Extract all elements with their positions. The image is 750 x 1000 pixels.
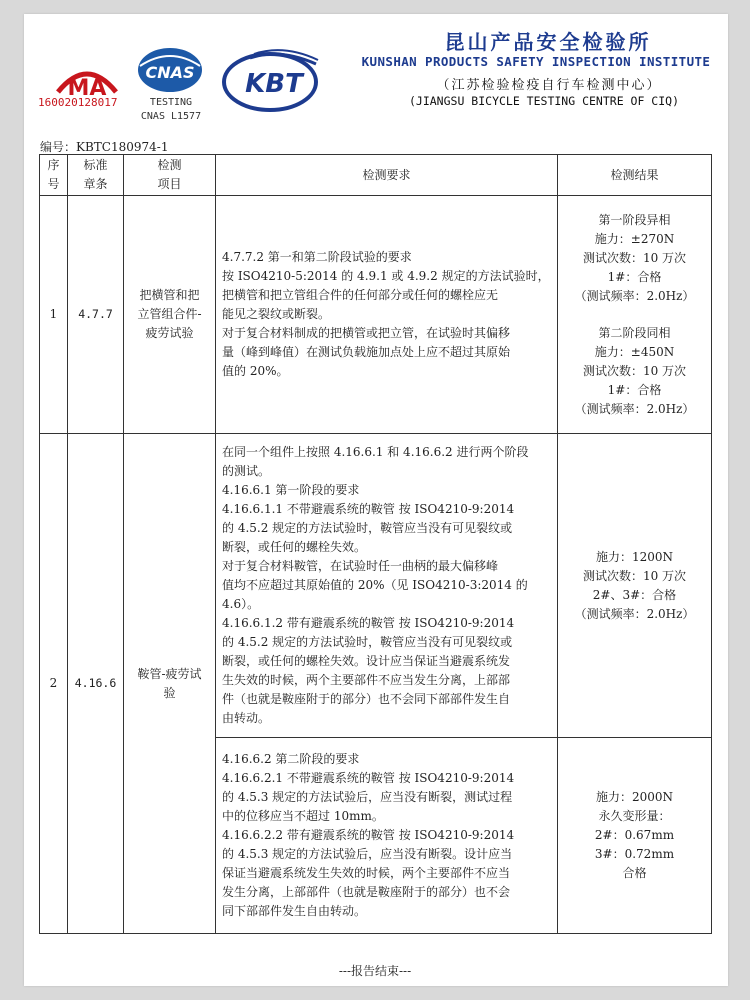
report-number: 编号：KBTC180974-1: [40, 140, 169, 154]
cnas-caption: [136, 96, 206, 124]
test-results-table: [39, 154, 712, 934]
row-item: 鞍管-疲劳试 验: [124, 434, 216, 934]
row-requirement-phase-1: 在同一个组件上按照 4.16.6.1 和 4.16.6.2 进行两个阶段 的测试。 4.16.6.1 第一阶段的要求 4.16.6.1.1 不带避震系统的鞍管 按 ISO4210-9:2014 的 4.5.2 规定的方法试验时，鞍管应当没有可见裂纹或 断裂，或任何的螺栓失效。 对于复合材料鞍管，在试验时任一曲柄的最大偏移峰 值均不应超过其原始值的 20%（见 ISO4210-3:2014 的 4.6）。 4.16.6.1.2 带有避震系统的鞍管 按 ISO4210-9:2014 的 4.5.2 规定的方法试验时，鞍管应当没有可见裂纹或 断裂，或任何的螺栓失效。设计应当保证当避震系统发 生失效的时候，两个主要部件不应当发生分离，上部部 件（也就是鞍座附于的部分）也不会同下部部件发生自 由转动。: [216, 434, 558, 738]
cnas-testing-label: TESTING: [149, 97, 193, 108]
table-row: [40, 434, 712, 738]
header-no: 序 号: [40, 155, 68, 196]
institute-name-en: KUNSHAN PRODUCTS SAFETY INSPECTION INSTITUTE: [361, 54, 711, 69]
cnas-logo: [134, 44, 206, 102]
centre-name-cn: （江苏检验检疫自行车检测中心）: [436, 78, 662, 93]
row-requirement: 4.7.7.2 第一和第二阶段试验的要求 按 ISO4210-5:2014 的 4.9.1 或 4.9.2 规定的方法试验时， 把横管和把立管组合件的任何部分或任何的螺栓应无 能见之裂纹或断裂。 对于复合材料制成的把横管或把立管，在试验时其偏移 量（峰到峰值）在测试负载施加点处上应不超过其原始 值的 20%。: [216, 196, 558, 434]
row-result: [558, 196, 712, 434]
row-no: 2: [40, 434, 68, 934]
header-result: 检测结果: [558, 155, 712, 196]
kbt-logo: [220, 44, 324, 114]
ma-certification-logo: [52, 62, 122, 100]
cnas-number: CNAS L1577: [140, 111, 202, 122]
centre-name-en: (JIANGSU BICYCLE TESTING CENTRE OF CIQ): [408, 94, 680, 108]
row-requirement-phase-2: 4.16.6.2 第二阶段的要求 4.16.6.2.1 不带避震系统的鞍管 按 ISO4210-9:2014 的 4.5.3 规定的方法试验后，应当没有断裂，测试过程 中的位移应当不超过 10mm。 4.16.6.2.2 带有避震系统的鞍管 按 ISO4210-9:2014 的 4.5.3 规定的方法试验后，应当没有断裂。设计应当 保证当避震系统发生失效的时候，两个主要部件不应当 发生分离，上部部件（也就是鞍座附于的部分）也不会 同下部部件发生自由转动。: [216, 738, 558, 934]
row-no: 1: [40, 196, 68, 434]
svg-text:CNAS: CNAS: [145, 63, 195, 82]
row-item: 把横管和把 立管组合件- 疲劳试验: [124, 196, 216, 434]
header-requirement: 检测要求: [216, 155, 558, 196]
svg-text:MA: MA: [67, 76, 107, 100]
row-clause: 4.7.7: [68, 196, 124, 434]
result-phase-1: 第一阶段异相 施力：±270N 测试次数：10 万次 1#：合格 （测试频率：2.0Hz）: [574, 212, 695, 303]
row-result-phase-1: 施力：1200N 测试次数：10 万次 2#、3#：合格 （测试频率：2.0Hz）: [558, 434, 712, 738]
result-phase-2: 第二阶段同相 施力：±450N 测试次数：10 万次 1#：合格 （测试频率：2.0Hz）: [574, 325, 695, 416]
row-result-phase-2: 施力：2000N 永久变形量： 2#：0.67mm 3#：0.72mm 合格: [558, 738, 712, 934]
header-item: 检测 项目: [124, 155, 216, 196]
svg-text:KBT: KBT: [245, 69, 303, 99]
header-clause: 标准 章条: [68, 155, 124, 196]
report-end-footer: ---报告结束---: [338, 964, 412, 978]
table-header-row: [40, 155, 712, 196]
row-clause: 4.16.6: [68, 434, 124, 934]
table-row: [40, 196, 712, 434]
institute-name-cn: 昆山产品安全检验所: [444, 30, 652, 54]
report-page: [24, 14, 728, 986]
ma-number: 160020128017: [38, 96, 118, 109]
